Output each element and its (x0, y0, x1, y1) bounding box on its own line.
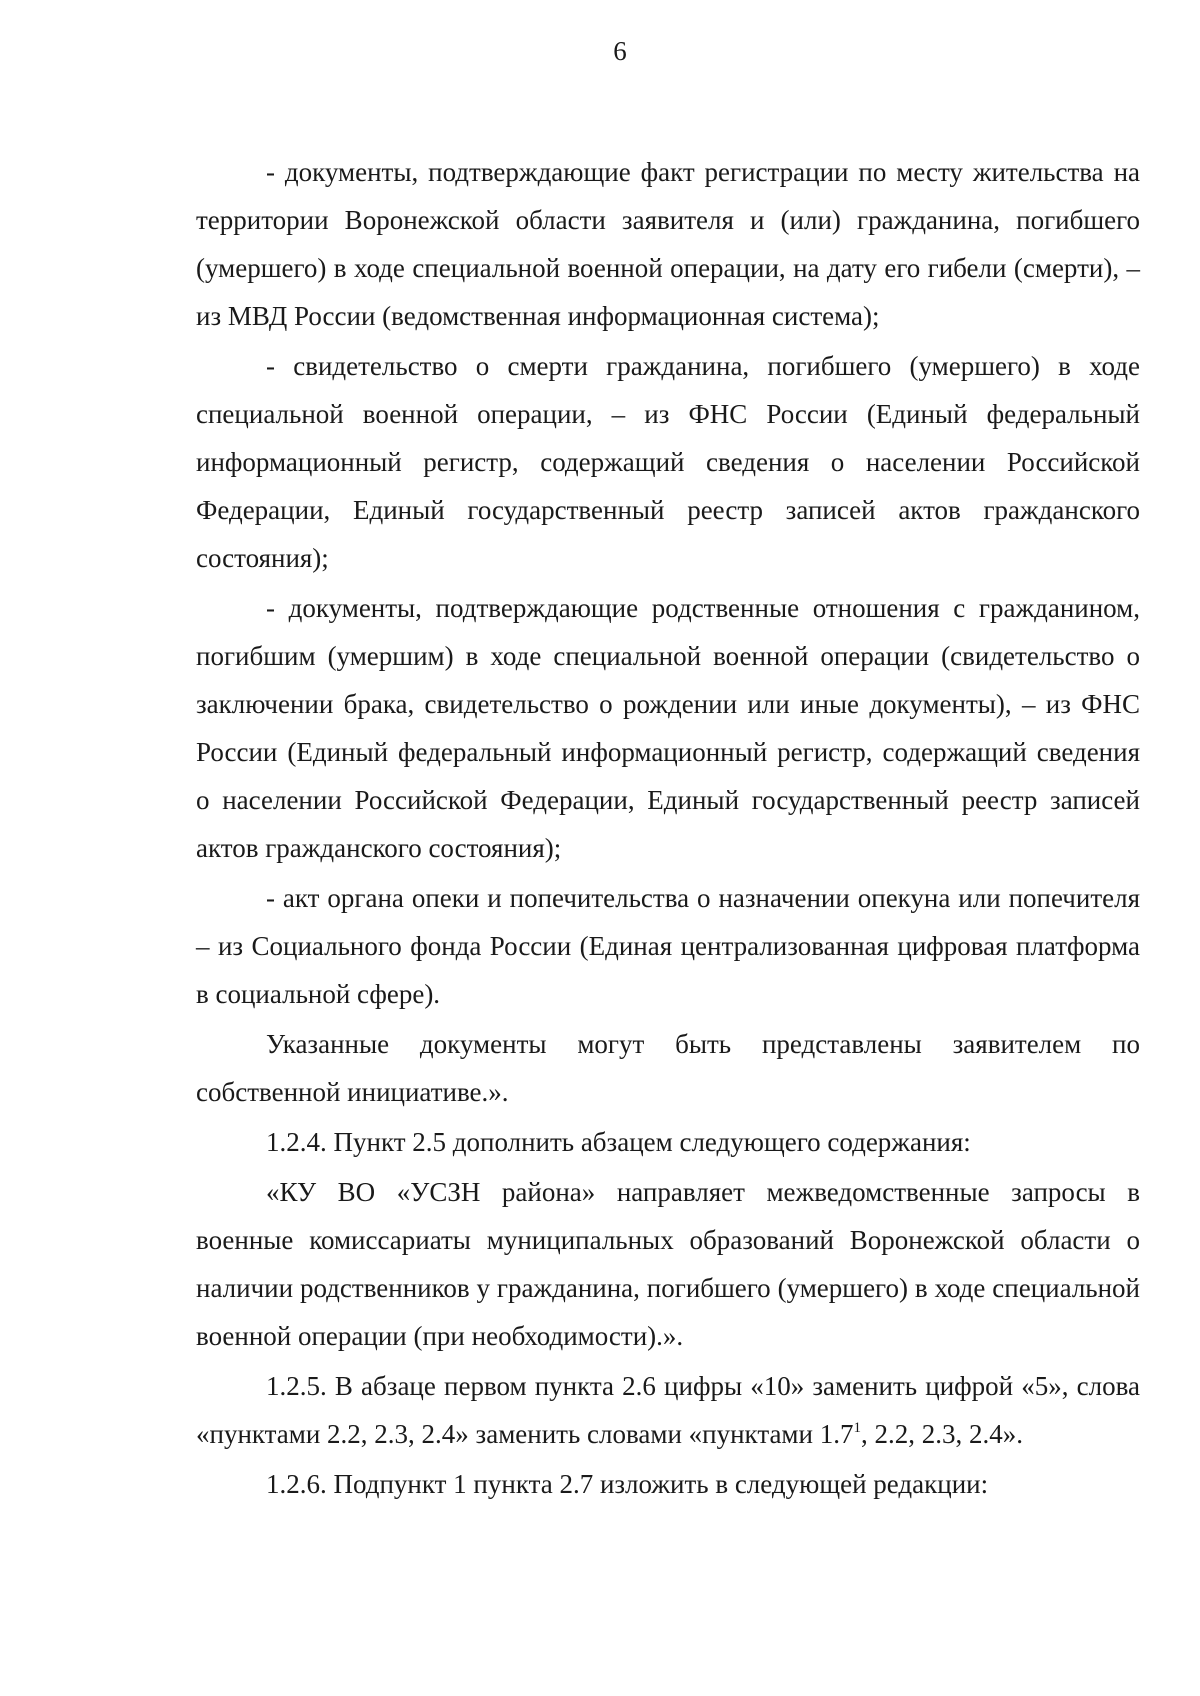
paragraph-1-2-5-tail: , 2.2, 2.3, 2.4». (860, 1419, 1023, 1449)
document-body (196, 148, 1140, 1508)
paragraph-1-2-5 (196, 1362, 1140, 1458)
paragraph-1-2-6: 1.2.6. Подпункт 1 пункта 2.7 изложить в следующей редакции: (266, 1469, 989, 1499)
paragraph-own-initiative: Указанные документы могут быть представлены заявителем по собственной инициативе.». (196, 1029, 1140, 1107)
paragraph-death-certificate: - свидетельство о смерти гражданина, погибшего (умершего) в ходе специальной военной операции, – из ФНС России (Единый федеральный информационный регистр, содержащий сведения о населении Российской Федерации, Единый государственный реестр записей актов гражданского состояния); (196, 351, 1140, 573)
paragraph-1-2-4: 1.2.4. Пункт 2.5 дополнить абзацем следующего содержания: (266, 1127, 971, 1157)
paragraph-registration-docs: - документы, подтверждающие факт регистрации по месту жительства на территории Воронежской области заявителя и (или) гражданина, погибшего (умершего) в ходе специальной военной операции, на дату его гибели (смерти), – из МВД России (ведомственная информационная система); (196, 157, 1140, 331)
paragraph-interagency-requests: «КУ ВО «УСЗН района» направляет межведомственные запросы в военные комиссариаты муниципальных образований Воронежской области о наличии родственников у гражданина, погибшего (умершего) в ходе специальной военной операции (при необходимости).». (196, 1177, 1140, 1351)
paragraph-guardianship-act: - акт органа опеки и попечительства о назначении опекуна или попечителя – из Социального фонда России (Единая централизованная цифровая платформа в социальной сфере). (196, 883, 1140, 1009)
paragraph-kinship-docs: - документы, подтверждающие родственные отношения с гражданином, погибшим (умершим) в ходе специальной военной операции (свидетельство о заключении брака, свидетельство о рождении или иные документы), – из ФНС России (Единый федеральный информационный регистр, содержащий сведения о населении Российской Федерации, Единый государственный реестр записей актов гражданского состояния); (196, 593, 1140, 863)
page-number: 6 (613, 36, 627, 66)
paragraph-1-2-5-text: 1.2.5. В абзаце первом пункта 2.6 цифры «10» заменить цифрой «5», слова «пунктами 2.2, 2.3, 2.4» заменить словами «пунктами 1.7 (196, 1371, 1140, 1449)
superscript-index: 1 (853, 1420, 861, 1436)
